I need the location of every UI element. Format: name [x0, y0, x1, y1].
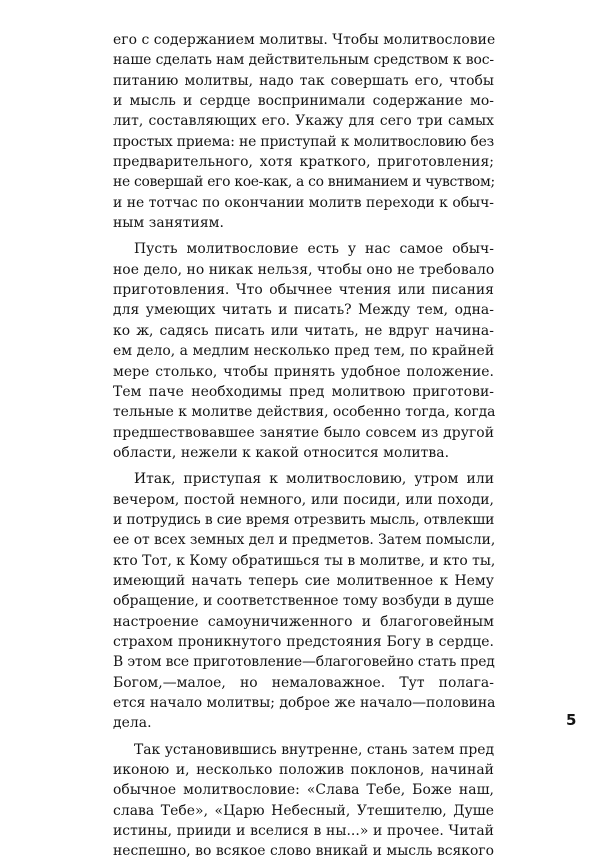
text-line: настроение самоуничиженного и благоговейным	[113, 613, 494, 630]
text-line: предшествовавшее занятие было совсем из другой	[113, 424, 494, 441]
text-line: предварительного, хотя краткого, приготовления;	[113, 154, 494, 171]
paragraph-4	[113, 740, 494, 862]
text-line: ее от всех земных дел и предметов. Затем помысли,	[113, 532, 496, 549]
text-line: для умеющих читать и писать? Между тем, одна-	[113, 302, 494, 319]
text-line: ным занятиям.	[113, 215, 224, 232]
text-line: и не тотчас по окончании молитв переходи к обыч-	[113, 194, 494, 211]
text-line: ем дело, а медлим несколько пред тем, по крайней	[113, 343, 495, 360]
text-line: имеющий начать теперь сие молитвенное к Нему	[113, 572, 494, 589]
text-line: неспешно, во всякое слово вникай и мысль всякого	[113, 843, 494, 860]
text-line: иконою и, несколько положив поклонов, начинай	[113, 762, 494, 779]
text-line: не совершай его кое-как, а со вниманием и чувством;	[113, 174, 495, 191]
text-line: дела.	[113, 715, 152, 732]
text-line: и мысль и сердце воспринимали содержание мо-	[113, 93, 494, 110]
text-line: ется начало молитвы; доброе же начало—половина	[113, 695, 496, 711]
text-line: ко ж, садясь писать или читать, не вдруг начина-	[113, 322, 494, 339]
text-line: обычное молитвословие: «Слава Тебе, Боже наш,	[113, 782, 494, 799]
text-line: питанию молитвы, надо так совершать его, чтобы	[113, 72, 494, 89]
text-line: вечером, постой немного, или посиди, или походи,	[113, 491, 494, 508]
page-number: 5	[566, 711, 577, 729]
text-line: области, нежели к какой относится молитва.	[113, 444, 450, 461]
text-line: тельные к молитве действия, особенно тогда, когда	[113, 404, 496, 421]
text-line: обращение, и соответственное тому возбуди в душе	[113, 593, 494, 610]
text-line: Тем паче необходимы пред молитвою приготови-	[113, 383, 494, 400]
paragraph-1	[113, 30, 494, 233]
text-line: ное дело, но никак нельзя, чтобы оно не требовало	[113, 261, 495, 278]
text-line: наше сделать нам действительным средством к вос-	[113, 52, 494, 69]
text-line: Богом,—малое, но немаловажное. Тут полага-	[113, 674, 494, 691]
text-line: лит, составляющих его. Укажу для сего три самых	[113, 113, 494, 130]
paragraph-3	[113, 469, 494, 733]
body-text	[113, 30, 494, 862]
text-line: страхом проникнутого предстояния Богу в сердце.	[113, 633, 494, 650]
text-line: кто Тот, к Кому обратишься ты в молитве, и кто ты,	[113, 552, 496, 569]
text-line: его с содержанием молитвы. Чтобы молитвословие	[113, 32, 496, 48]
text-line: Пусть молитвословие есть у нас самое обыч-	[134, 241, 494, 258]
text-line: Итак, приступая к молитвословию, утром или	[134, 471, 494, 488]
text-line: слава Тебе», «Царю Небесный, Утешителю, Душе	[113, 802, 494, 819]
text-line: простых приема: не приступай к молитвословию без	[113, 133, 494, 150]
paragraph-2	[113, 239, 494, 463]
text-line: Так установившись внутренне, стань затем пред	[134, 741, 494, 758]
text-line: и потрудись в сие время отрезвить мысль, отвлекши	[113, 511, 495, 528]
text-line: истины, прииди и вселися в ны...» и прочее. Читай	[113, 823, 494, 840]
text-line: приготовления. Что обычнее чтения или писания	[113, 282, 494, 299]
text-line: В этом все приготовление—благоговейно стать пред	[113, 654, 495, 671]
text-line: мере столько, чтобы принять удобное положение.	[113, 363, 494, 380]
